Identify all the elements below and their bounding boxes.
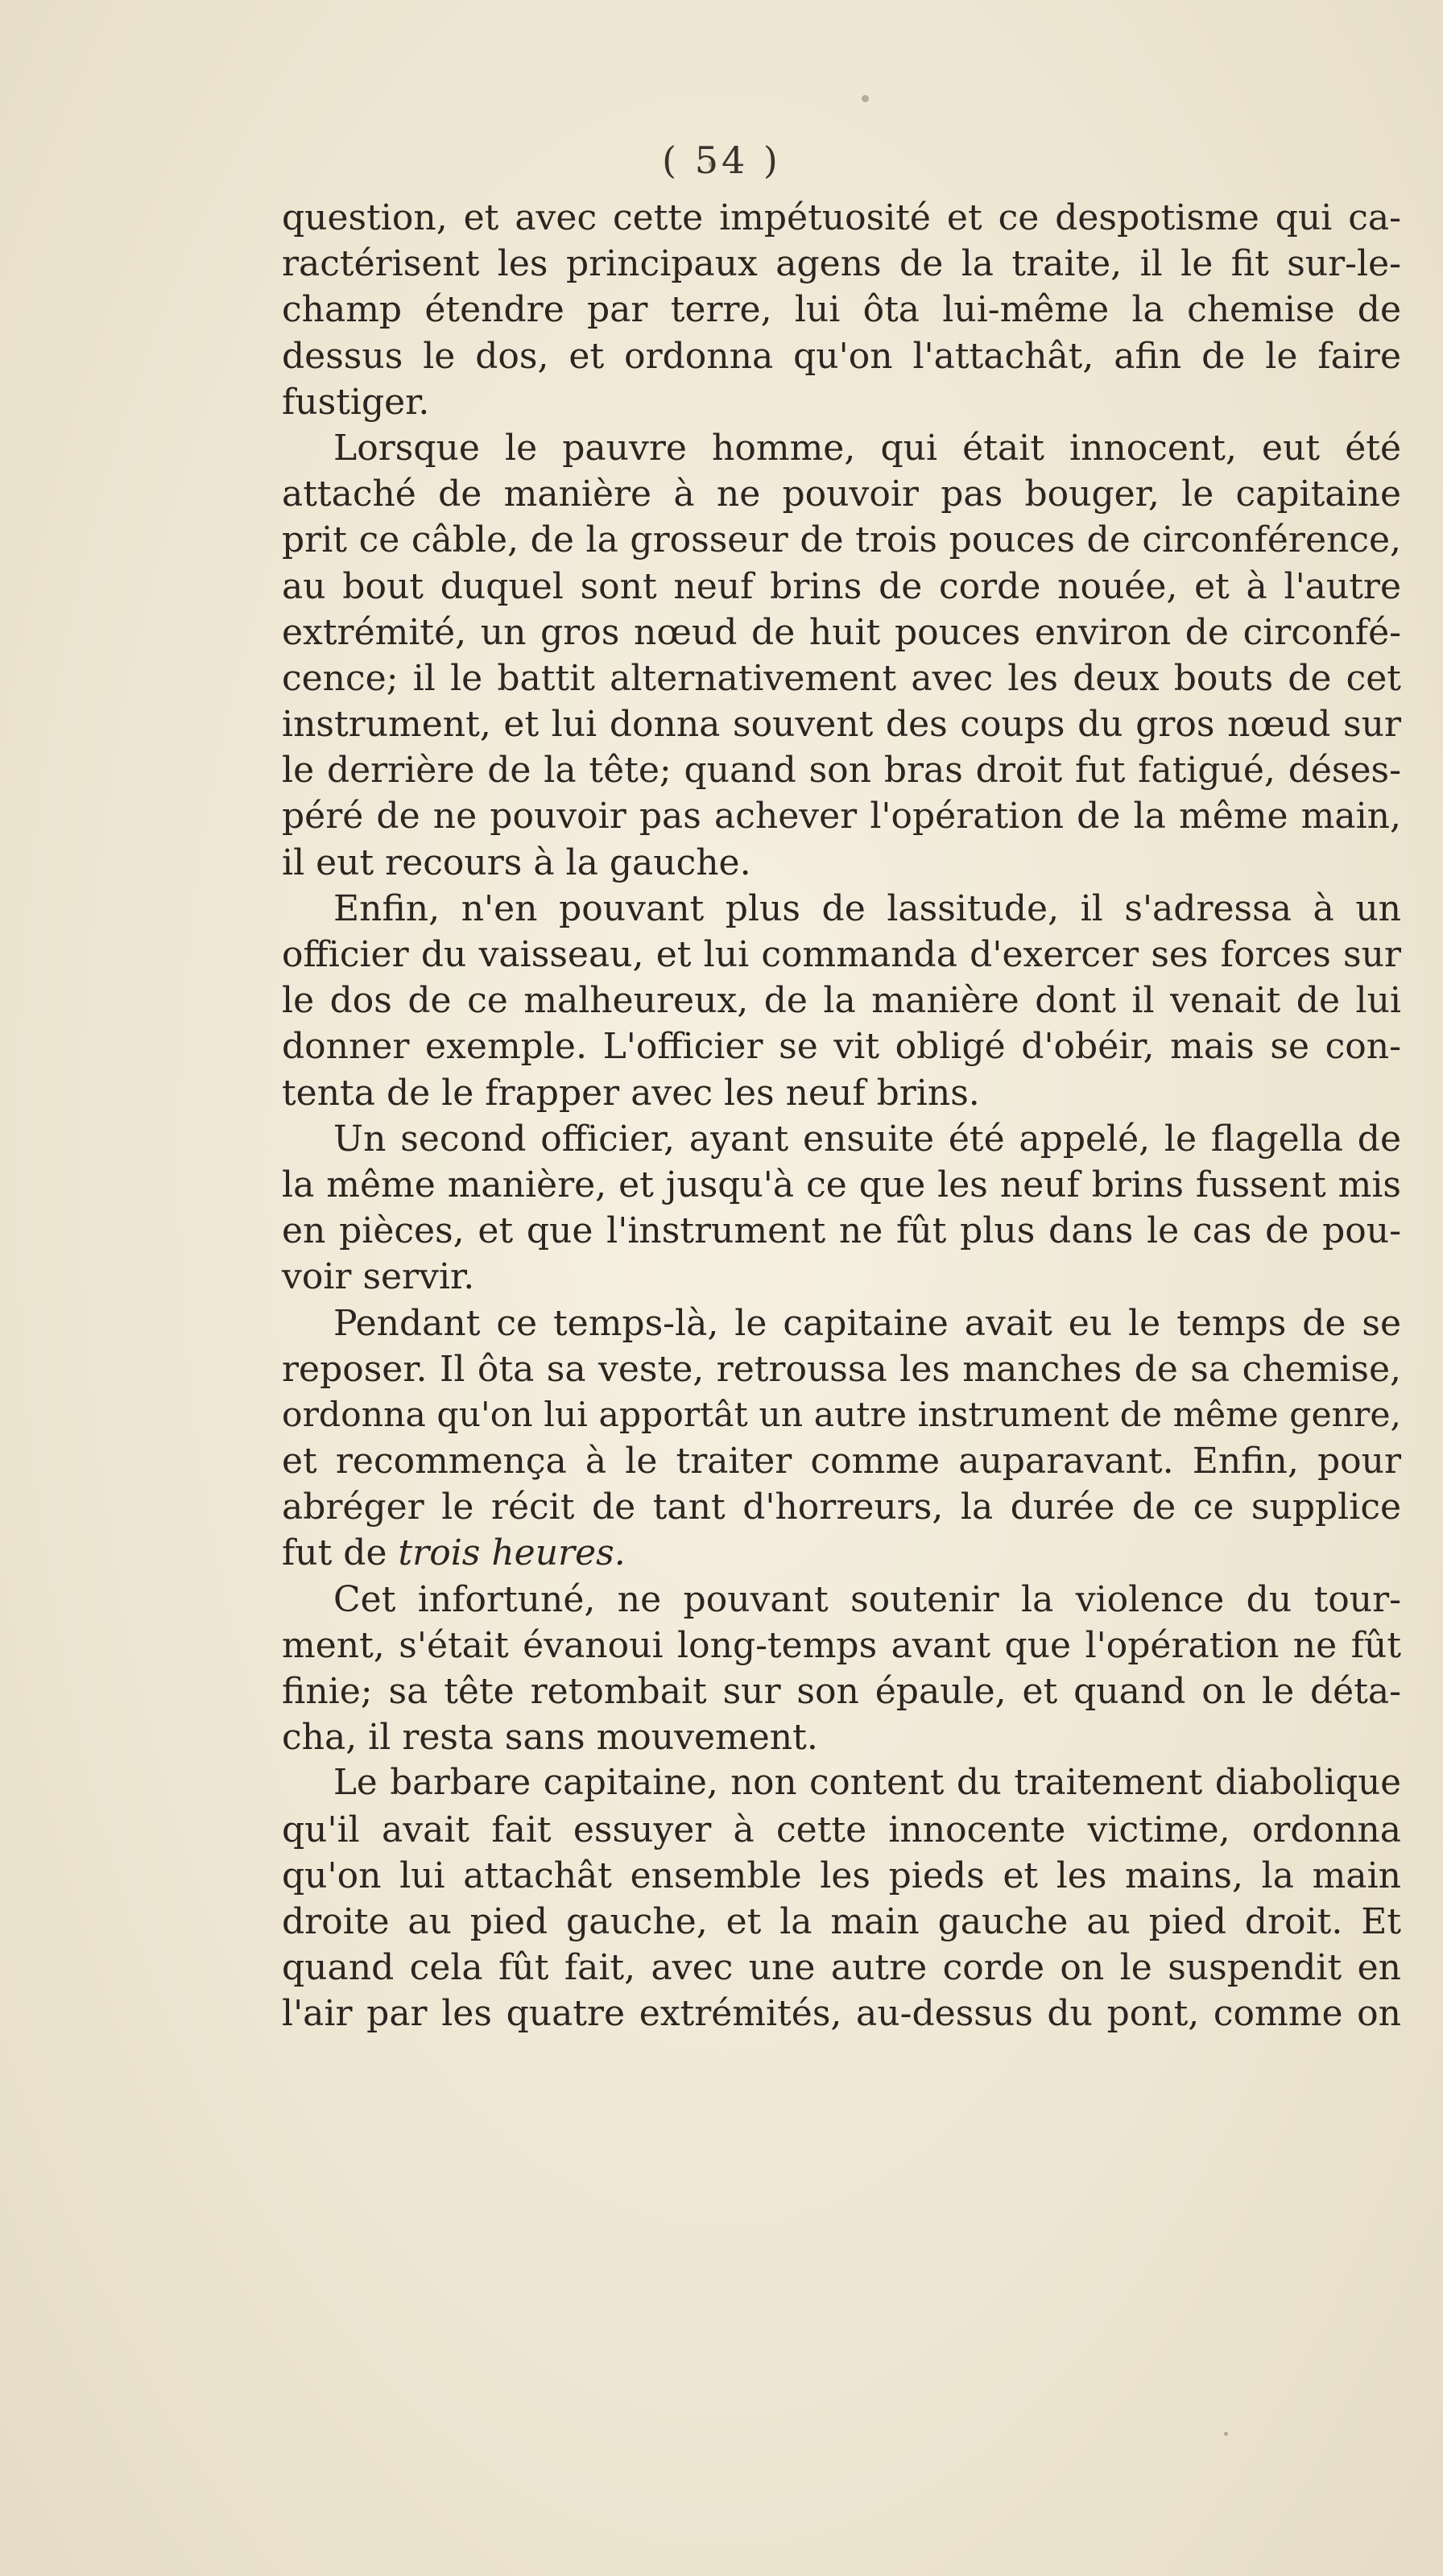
text-line: ractérisent les principaux agens de la traite, il le fit sur-le-: [282, 243, 1401, 285]
text-line: l'air par les quatre extrémités, au-dessus du pont, comme on: [282, 1993, 1401, 2035]
text-line: qu'on lui attachât ensemble les pieds et les mains, la main: [282, 1854, 1401, 1896]
text-line: extrémité, un gros nœud de huit pouces environ de circonfé-: [282, 611, 1401, 653]
text-line: instrument, et lui donna souvent des coups du gros nœud sur: [282, 704, 1401, 746]
text-line: le derrière de la tête; quand son bras droit fut fatigué, déses-: [282, 750, 1401, 792]
text-line: ordonna qu'on lui apportât un autre instrument de même genre,: [282, 1395, 1401, 1435]
text-line: reposer. Il ôta sa veste, retroussa les manches de sa chemise,: [282, 1348, 1401, 1390]
text-line: et recommença à le traiter comme auparavant. Enfin, pour: [282, 1441, 1401, 1482]
text-line: Lorsque le pauvre homme, qui était innocent, eut été: [333, 427, 1401, 469]
text-line: il eut recours à la gauche.: [282, 841, 751, 883]
ink-speck: [862, 95, 869, 102]
text-line: attaché de manière à ne pouvoir pas bouger, le capitaine: [282, 473, 1401, 515]
text-line: donner exemple. L'officier se vit obligé d'obéir, mais se con-: [282, 1026, 1401, 1068]
text-line: au bout duquel sont neuf brins de corde nouée, et à l'autre: [282, 565, 1401, 607]
text-line: droite au pied gauche, et la main gauche au pied droit. Et: [282, 1900, 1401, 1942]
text-line: officier du vaisseau, et lui commanda d'exercer ses forces sur: [282, 934, 1401, 975]
ink-speck: [1224, 2432, 1228, 2436]
text-line: prit ce câble, de la grosseur de trois pouces de circonférence,: [282, 519, 1401, 561]
text-line: quand cela fût fait, avec une autre corde on le suspendit en: [282, 1947, 1401, 1989]
text-line: dessus le dos, et ordonna qu'on l'attachât, afin de le faire: [282, 335, 1401, 377]
text-line: la même manière, et jusqu'à ce que les neuf brins fussent mis: [282, 1164, 1401, 1205]
text-line: en pièces, et que l'instrument ne fût plus dans le cas de pou-: [282, 1210, 1401, 1252]
text-line: péré de ne pouvoir pas achever l'opération de la même main,: [282, 796, 1401, 837]
text-line: abréger le récit de tant d'horreurs, la durée de ce supplice: [282, 1486, 1401, 1528]
text-line: Pendant ce temps-là, le capitaine avait eu le temps de se: [333, 1302, 1401, 1344]
text-line: champ étendre par terre, lui ôta lui-même la chemise de: [282, 289, 1401, 331]
text-line: Cet infortuné, ne pouvant soutenir la violence du tour-: [333, 1578, 1401, 1620]
text-line: ment, s'était évanoui long-temps avant que l'opération ne fût: [282, 1624, 1401, 1666]
text-line: tenta de le frapper avec les neuf brins.: [282, 1072, 980, 1114]
text-line: question, et avec cette impétuosité et ce despotisme qui ca-: [282, 197, 1401, 238]
text-line: qu'il avait fait essuyer à cette innocente victime, ordonna: [282, 1809, 1401, 1850]
text-line: fut de trois heures.: [282, 1532, 626, 1574]
text-line: cha, il resta sans mouvement.: [282, 1717, 818, 1759]
text-line: cence; il le battit alternativement avec les deux bouts de cet: [282, 657, 1401, 699]
body-text: [282, 195, 1401, 2037]
text-line: le dos de ce malheureux, de la manière dont il venait de lui: [282, 980, 1401, 1022]
text-line: voir servir.: [282, 1256, 475, 1298]
text-line: Enfin, n'en pouvant plus de lassitude, il s'adressa à un: [333, 887, 1401, 929]
text-line: finie; sa tête retombait sur son épaule, et quand on le déta-: [282, 1671, 1401, 1712]
text-line: Le barbare capitaine, non content du traitement diabolique: [333, 1763, 1401, 1804]
page-number: ( 54 ): [662, 139, 781, 182]
text-line: Un second officier, ayant ensuite été appelé, le flagella de: [333, 1118, 1401, 1160]
text-line: fustiger.: [282, 381, 430, 423]
